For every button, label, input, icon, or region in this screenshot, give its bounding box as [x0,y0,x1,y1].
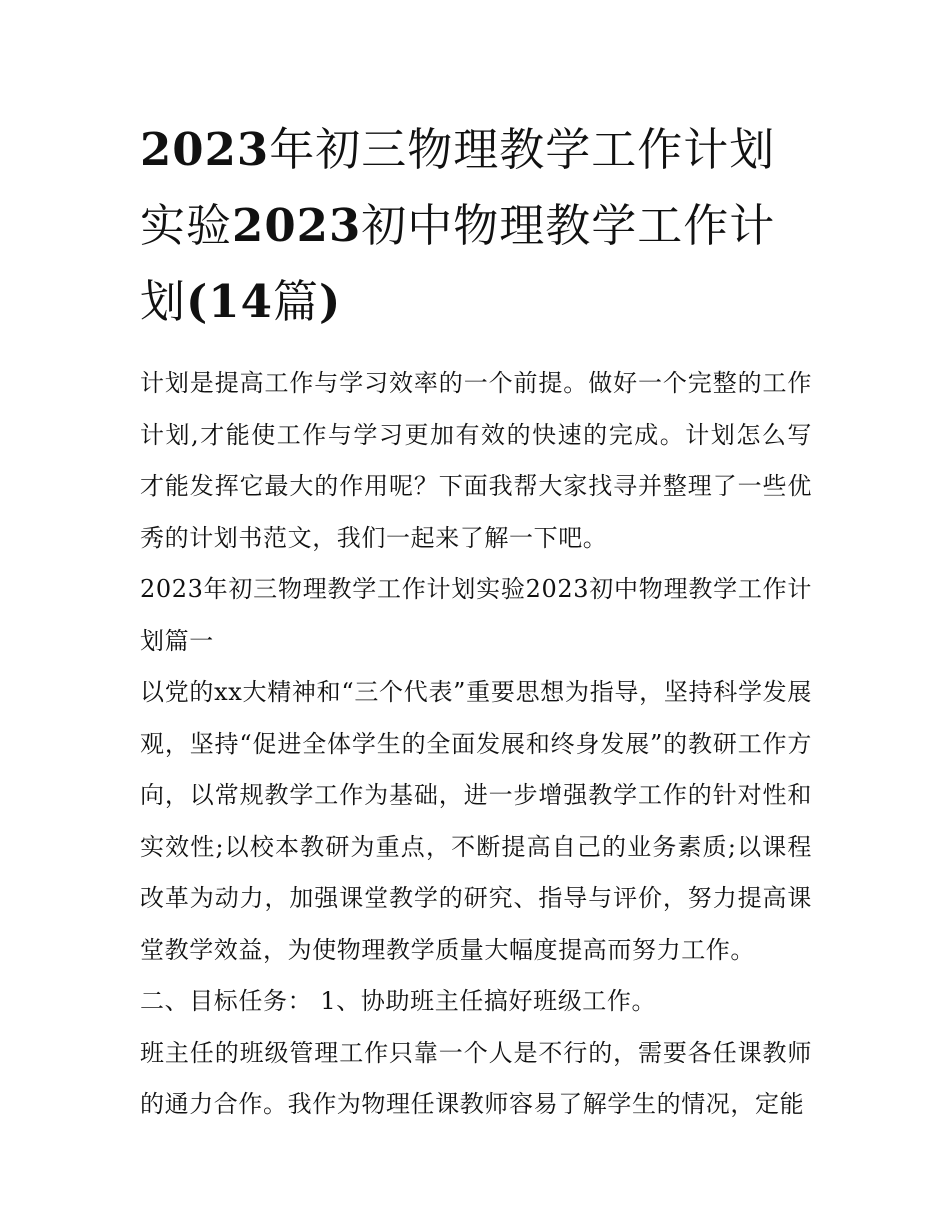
intro-paragraph: 计划是提高工作与学习效率的一个前提。做好一个完整的工作计划,才能使工作与学习更加有效的快速的完成。计划怎么写才能发挥它最大的作用呢？下面我帮大家找寻并整理了一些优秀的计划书范文，我们一起来了解一下吧。 [140,369,812,552]
title-year-2: 2023 [232,199,362,252]
title-count-close: ) [318,275,342,328]
document-title [140,112,812,340]
document-page [140,112,812,1131]
title-count-open: (14 [186,275,273,328]
guiding-principle-paragraph: 以党的xx大精神和“三个代表”重要思想为指导，坚持科学发展观，坚持“促进全体学生的全面发展和终身发展”的教研工作方向，以常规教学工作为基础，进一步增强教学工作的针对性和实效性;以校本教研为重点，不断提高自己的业务素质;以课程改革为动力，加强课堂教学的研究、指导与评价，努力提高课堂教学效益，为使物理教学质量大幅度提高而努力工作。 [140,678,812,964]
title-count-unit: 篇 [272,275,319,328]
goals-heading: 二、目标任务： 1、协助班主任搞好班级工作。 [140,987,657,1015]
class-management-paragraph: 班主任的班级管理工作只靠一个人是不行的，需要各任课教师的通力合作。我作为物理任课教师容易了解学生的情况，定能 [140,1038,812,1118]
section-heading: 2023年初三物理教学工作计划实验2023初中物理教学工作计划篇一 [140,575,812,655]
title-year-1: 2023 [140,123,270,176]
title-text-2: 初中物理教学工作计划 [140,199,776,328]
title-text-1: 年初三物理教学工作计划实验 [140,123,776,252]
